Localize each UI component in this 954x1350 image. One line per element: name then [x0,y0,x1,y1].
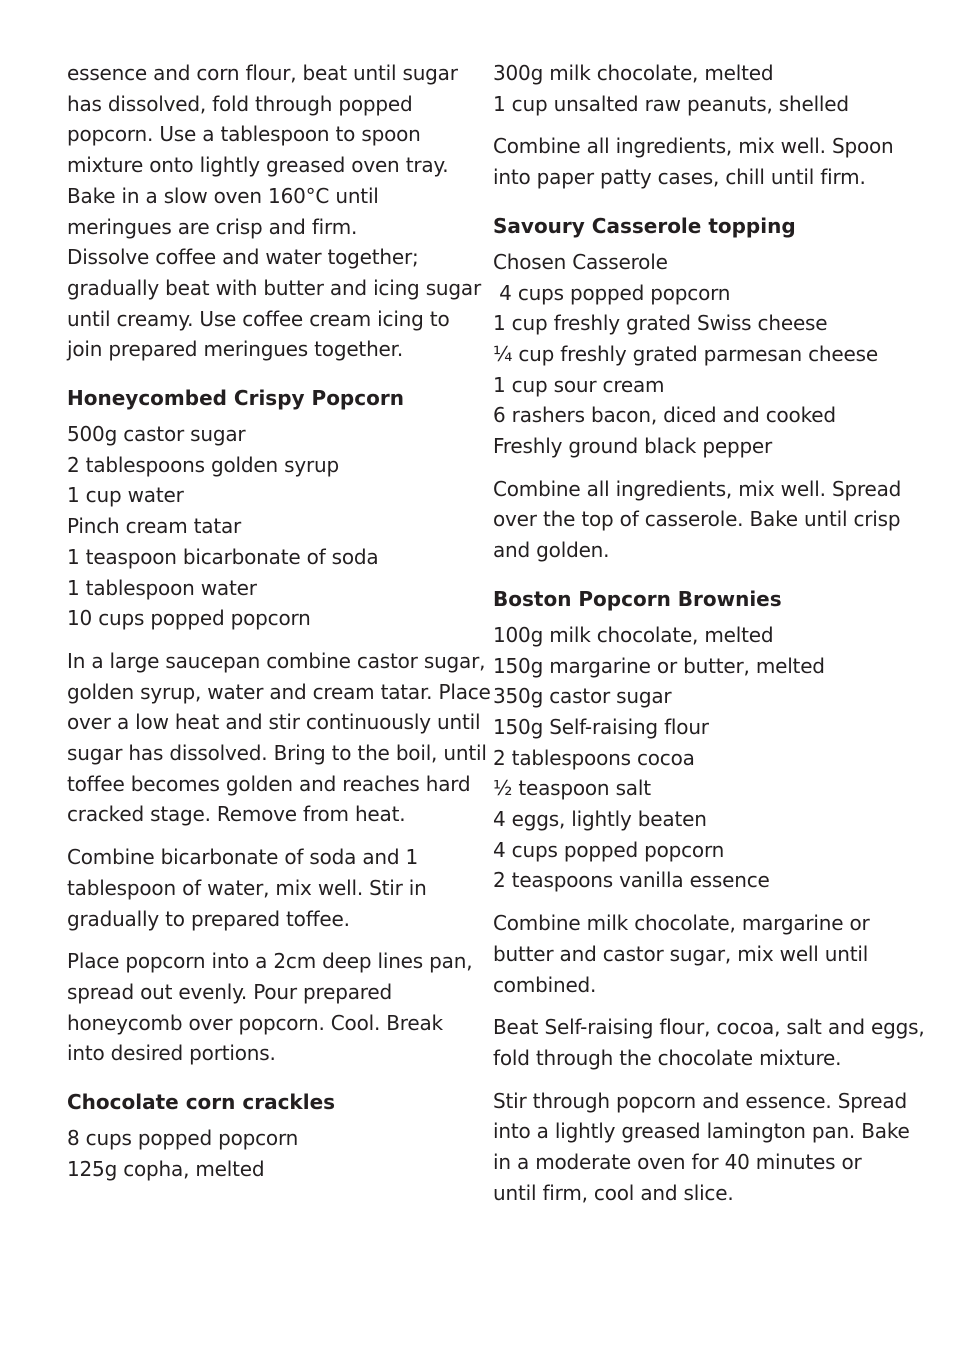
ingredient-item: 8 cups popped popcorn [67,1126,299,1151]
method-paragraph [493,908,893,1000]
ingredient-item: 1 cup water [67,483,184,508]
text-line: Bake in a slow oven 160°C until [67,183,379,208]
ingredient-list [493,620,893,896]
text-line: join prepared meringues together. [67,337,403,362]
text-line: Combine bicarbonate of soda and 1 [67,845,419,870]
ingredient-item: 1 teaspoon bicarbonate of soda [67,544,379,569]
ingredient-item: 500g castor sugar [67,422,246,447]
recipe-heading-honeycomb: Honeycombed Crispy Popcorn [67,386,404,411]
ingredient-item: 2 teaspoons vanilla essence [493,868,770,893]
text-line: and golden. [493,538,610,563]
ingredient-item: 4 cups popped popcorn [493,837,725,862]
text-line: Combine all ingredients, mix well. Spread [493,476,902,501]
text-line: Combine milk chocolate, margarine or [493,911,870,936]
ingredient-item: Chosen Casserole [493,249,668,274]
ingredient-item: Freshly ground black pepper [493,434,773,459]
ingredient-item: 150g Self-raising flour [493,714,709,739]
text-line: combined. [493,972,597,997]
ingredient-item: 2 tablespoons golden syrup [67,452,339,477]
method-paragraph [493,131,893,192]
text-line: until firm, cool and slice. [493,1180,734,1205]
text-line: fold through the chocolate mixture. [493,1045,842,1070]
text-line: Dissolve coffee and water together; [67,245,419,270]
intro-paragraph [67,58,481,365]
ingredient-item: 100g milk chocolate, melted [493,622,774,647]
text-line: Combine all ingredients, mix well. Spoon [493,134,894,159]
method-paragraph [67,646,491,830]
text-line: Beat Self-raising flour, cocoa, salt and eggs, [493,1015,925,1040]
text-line: Stir through popcorn and essence. Spread [493,1088,907,1113]
text-line: Place popcorn into a 2cm deep lines pan, [67,949,473,974]
text-line: butter and castor sugar, mix well until [493,941,869,966]
recipe-heading-crackles: Chocolate corn crackles [67,1090,336,1115]
ingredient-item: 6 rashers bacon, diced and cooked [493,403,836,428]
ingredient-list [67,419,467,634]
text-line: into paper patty cases, chill until firm. [493,165,866,190]
text-line: golden syrup, water and cream tatar. Place [67,679,491,704]
text-line: tablespoon of water, mix well. Stir in [67,875,427,900]
text-line: has dissolved, fold through popped [67,91,413,116]
text-line: into desired portions. [67,1041,276,1066]
method-paragraph [493,1012,925,1073]
recipe-heading-casserole: Savoury Casserole topping [493,213,796,238]
ingredient-item: 1 cup unsalted raw peanuts, shelled [493,91,849,116]
text-line: gradually to prepared toffee. [67,906,350,931]
text-line: toffee becomes golden and reaches hard [67,771,471,796]
text-line: sugar has dissolved. Bring to the boil, until [67,741,487,766]
text-line: gradually beat with butter and icing sugar [67,275,481,300]
ingredient-item: 4 cups popped popcorn [493,280,731,305]
text-line: until creamy. Use coffee cream icing to [67,306,450,331]
text-line: cracked stage. Remove from heat. [67,802,406,827]
left-column [67,58,491,1197]
method-paragraph [67,842,467,934]
ingredient-item: 350g castor sugar [493,684,672,709]
text-line: In a large saucepan combine castor sugar, [67,648,486,673]
ingredient-item: 300g milk chocolate, melted [493,61,774,85]
text-line: over the top of casserole. Bake until crisp [493,507,901,532]
ingredient-list [493,247,893,462]
text-line: meringues are crisp and firm. [67,214,358,239]
method-paragraph [67,946,473,1069]
recipe-heading-brownies: Boston Popcorn Brownies [493,586,782,611]
ingredient-item: 150g margarine or butter, melted [493,653,825,678]
text-line: mixture onto lightly greased oven tray. [67,153,449,178]
ingredient-item: 4 eggs, lightly beaten [493,807,707,832]
text-line: honeycomb over popcorn. Cool. Break [67,1010,443,1035]
text-line: essence and corn flour, beat until sugar [67,61,458,85]
ingredient-item: 1 tablespoon water [67,575,257,600]
right-column [493,58,925,1221]
ingredient-item: 1 cup sour cream [493,372,665,397]
ingredient-item: 2 tablespoons cocoa [493,745,695,770]
method-paragraph [493,1086,910,1209]
ingredient-item: 10 cups popped popcorn [67,606,311,631]
text-line: popcorn. Use a tablespoon to spoon [67,122,421,147]
ingredient-item: 125g copha, melted [67,1156,265,1181]
ingredient-item: 1 cup freshly grated Swiss cheese [493,311,828,336]
ingredient-list [493,58,893,119]
ingredient-item: ¼ cup freshly grated parmesan cheese [493,341,878,366]
text-line: over a low heat and stir continuously until [67,710,481,735]
ingredient-item: ½ teaspoon salt [493,776,651,801]
ingredient-item: Pinch cream tatar [67,514,242,539]
text-line: in a moderate oven for 40 minutes or [493,1150,862,1175]
text-line: spread out evenly. Pour prepared [67,979,392,1004]
method-paragraph [493,474,902,566]
ingredient-list [67,1123,467,1184]
text-line: into a lightly greased lamington pan. Bake [493,1119,910,1144]
